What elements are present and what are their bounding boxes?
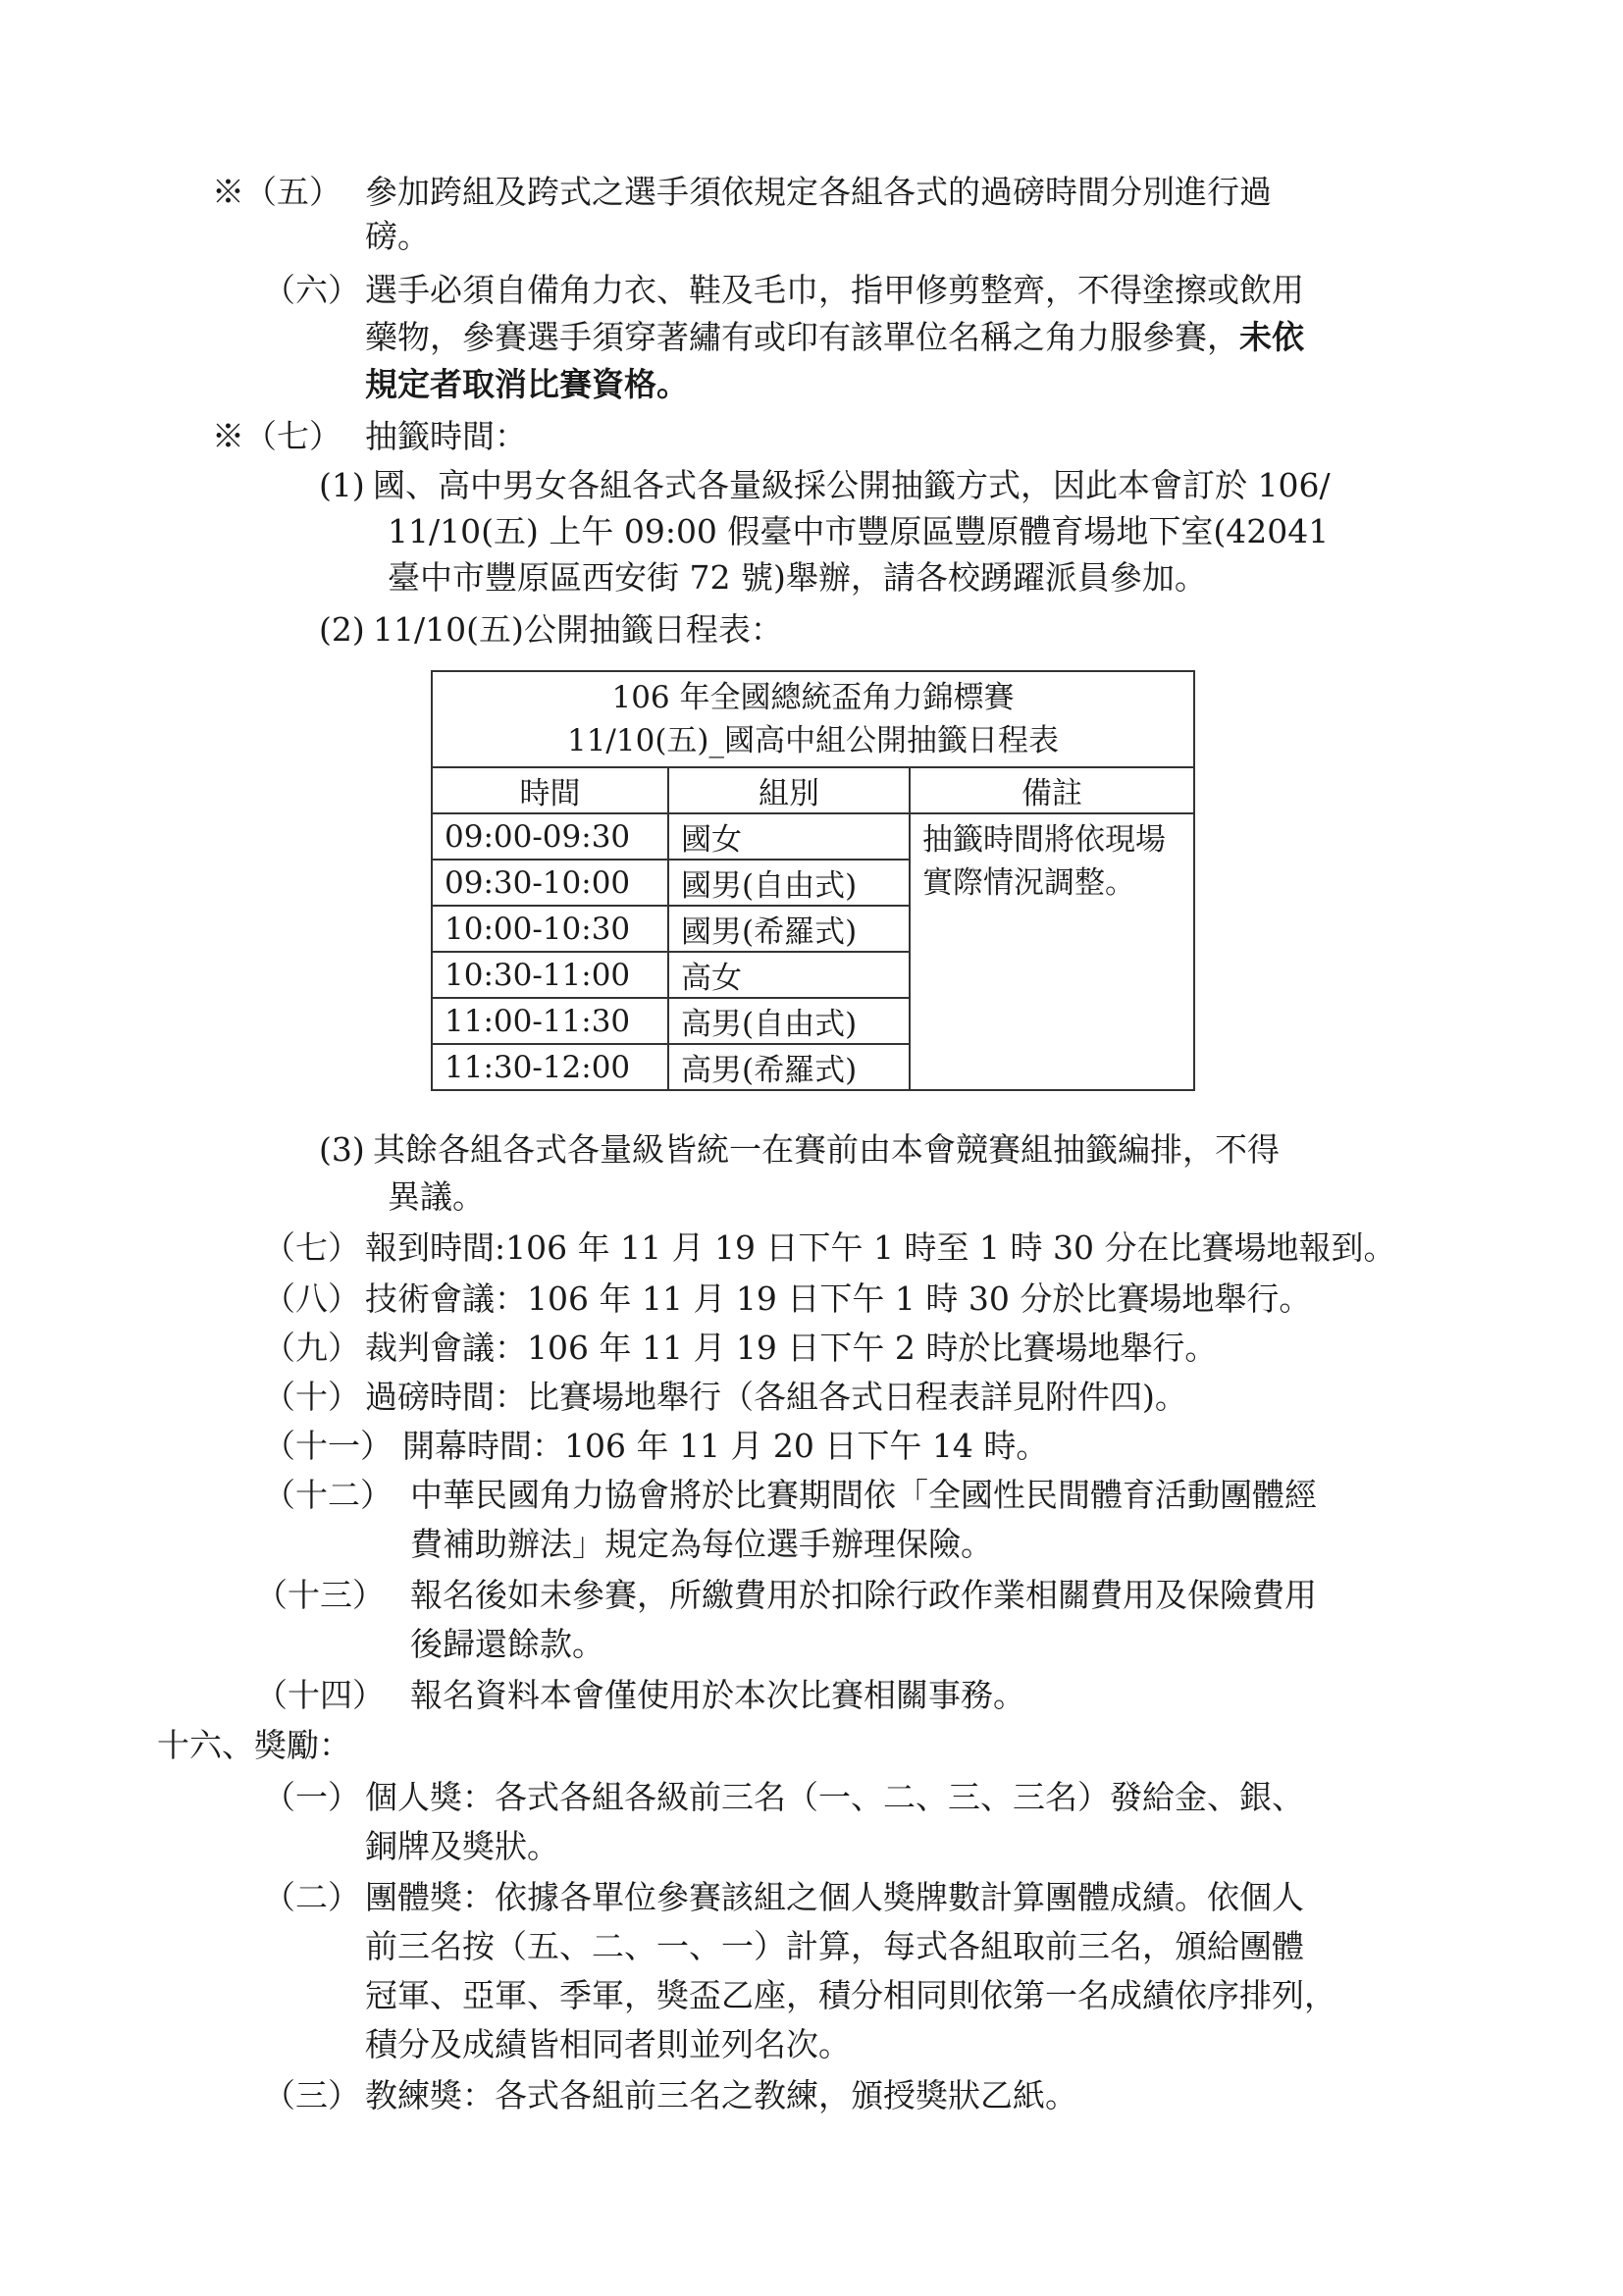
cell-group: 國男(自由式)	[668, 860, 910, 906]
cell-time: 10:30-11:00	[432, 952, 668, 998]
item-14-text: 報名資料本會僅使用於本次比賽相關事務。	[410, 1676, 1025, 1714]
award-1-text: 個人獎：各式各組各級前三名（一、二、三、三名）發給金、銀、	[365, 1778, 1304, 1816]
header-note: 備註	[910, 767, 1194, 813]
item-10-marker: （十）	[263, 1378, 360, 1416]
item-13-marker: （十三）	[255, 1576, 385, 1614]
item-10-text: 過磅時間：比賽場地舉行（各組各式日程表詳見附件四)。	[365, 1378, 1187, 1416]
sub-1-marker: (1)	[319, 466, 365, 504]
item-6-text: 選手必須自備角力衣、鞋及毛巾，指甲修剪整齊，不得塗擦或飲用	[365, 271, 1304, 309]
draw-schedule-table	[431, 670, 1195, 1091]
item-12-marker: （十二）	[263, 1476, 393, 1514]
item-6-marker: （六）	[263, 271, 360, 309]
item-13-text: 報名後如未參賽，所繳費用於扣除行政作業相關費用及保險費用	[410, 1576, 1317, 1614]
item-7-marker: ※（七）	[212, 417, 341, 455]
section-16-heading: 十六、獎勵：	[157, 1726, 351, 1764]
item-13-text-cont: 後歸還餘款。	[410, 1625, 604, 1663]
table-title-line-1: 106 年全國總統盃角力錦標賽	[611, 680, 1015, 715]
cell-group: 國男(希羅式)	[668, 906, 910, 952]
item-11-marker: （十一）	[263, 1427, 393, 1465]
table-row	[432, 813, 1194, 860]
sub-1-text: 國、高中男女各組各式各量級採公開抽籤方式，因此本會訂於 106/	[373, 466, 1331, 504]
item-6-text-bold: 未依	[1239, 318, 1304, 356]
cell-note: 抽籤時間將依現場實際情況調整。	[910, 813, 1194, 1090]
award-1-marker: （一）	[263, 1778, 360, 1816]
item-5-marker: ※（五）	[212, 173, 341, 211]
header-group: 組別	[668, 767, 910, 813]
item-6-text-plain: 藥物，參賽選手須穿著繡有或印有該單位名稱之角力服參賽，	[365, 318, 1239, 356]
item-8-marker: （八）	[263, 1279, 360, 1318]
item-5-text-cont: 磅。	[365, 217, 430, 255]
award-2-text-cont2: 冠軍、亞軍、季軍，獎盃乙座，積分相同則依第一名成績依序排列，	[365, 1976, 1336, 2014]
sub-3-text-cont: 異議。	[388, 1177, 485, 1216]
cell-time: 11:00-11:30	[432, 998, 668, 1044]
item-12-text-cont: 費補助辦法」規定為每位選手辦理保險。	[410, 1525, 993, 1563]
award-2-marker: （二）	[263, 1878, 360, 1916]
award-3-marker: （三）	[263, 2076, 360, 2114]
sub-3-text: 其餘各組各式各量級皆統一在賽前由本會競賽組抽籤編排，不得	[373, 1130, 1280, 1169]
sub-3-marker: (3)	[319, 1130, 365, 1169]
award-2-text-cont: 前三名按（五、二、一、一）計算，每式各組取前三名，頒給團體	[365, 1927, 1304, 1965]
sub-1-text-cont2: 臺中市豐原區西安街 72 號)舉辦，請各校踴躍派員參加。	[388, 558, 1207, 597]
cell-group: 國女	[668, 813, 910, 860]
cell-group: 高女	[668, 952, 910, 998]
sub-2-marker: (2)	[319, 610, 365, 649]
table-title-line-2: 11/10(五)_國高中組公開抽籤日程表	[566, 723, 1060, 758]
item-7b-text: 報到時間:106 年 11 月 19 日下午 1 時至 1 時 30 分在比賽場地報到。	[365, 1228, 1396, 1267]
item-9-marker: （九）	[263, 1329, 360, 1367]
item-12-text: 中華民國角力協會將於比賽期間依「全國性民間體育活動團體經	[410, 1476, 1317, 1514]
award-2-text: 團體獎：依據各單位參賽該組之個人獎牌數計算團體成績。依個人	[365, 1878, 1304, 1916]
item-6-bold-end: 規定者取消比賽資格。	[365, 365, 689, 403]
award-1-text-cont: 銅牌及獎狀。	[365, 1827, 559, 1865]
table-title	[432, 671, 1194, 767]
item-8-text: 技術會議：106 年 11 月 19 日下午 1 時 30 分於比賽場地舉行。	[365, 1279, 1312, 1318]
cell-time: 11:30-12:00	[432, 1044, 668, 1090]
cell-time: 09:00-09:30	[432, 813, 668, 860]
item-11-text: 開幕時間：106 年 11 月 20 日下午 14 時。	[402, 1427, 1049, 1465]
item-7-heading: 抽籤時間：	[365, 417, 527, 455]
header-time: 時間	[432, 767, 668, 813]
award-2-text-cont3: 積分及成績皆相同者則並列名次。	[365, 2025, 851, 2063]
sub-2-text: 11/10(五)公開抽籤日程表：	[373, 610, 783, 649]
cell-time: 09:30-10:00	[432, 860, 668, 906]
item-5-text: 參加跨組及跨式之選手須依規定各組各式的過磅時間分別進行過	[365, 173, 1272, 211]
sub-1-text-cont: 11/10(五) 上午 09:00 假臺中市豐原區豐原體育場地下室(42041	[388, 512, 1330, 550]
item-6-text-cont	[365, 316, 1304, 359]
award-3-text: 教練獎：各式各組前三名之教練，頒授獎狀乙紙。	[365, 2076, 1077, 2114]
item-14-marker: （十四）	[255, 1676, 385, 1714]
cell-group: 高男(希羅式)	[668, 1044, 910, 1090]
cell-group: 高男(自由式)	[668, 998, 910, 1044]
item-7b-marker: （七）	[263, 1228, 360, 1267]
item-9-text: 裁判會議：106 年 11 月 19 日下午 2 時於比賽場地舉行。	[365, 1329, 1218, 1367]
cell-time: 10:00-10:30	[432, 906, 668, 952]
